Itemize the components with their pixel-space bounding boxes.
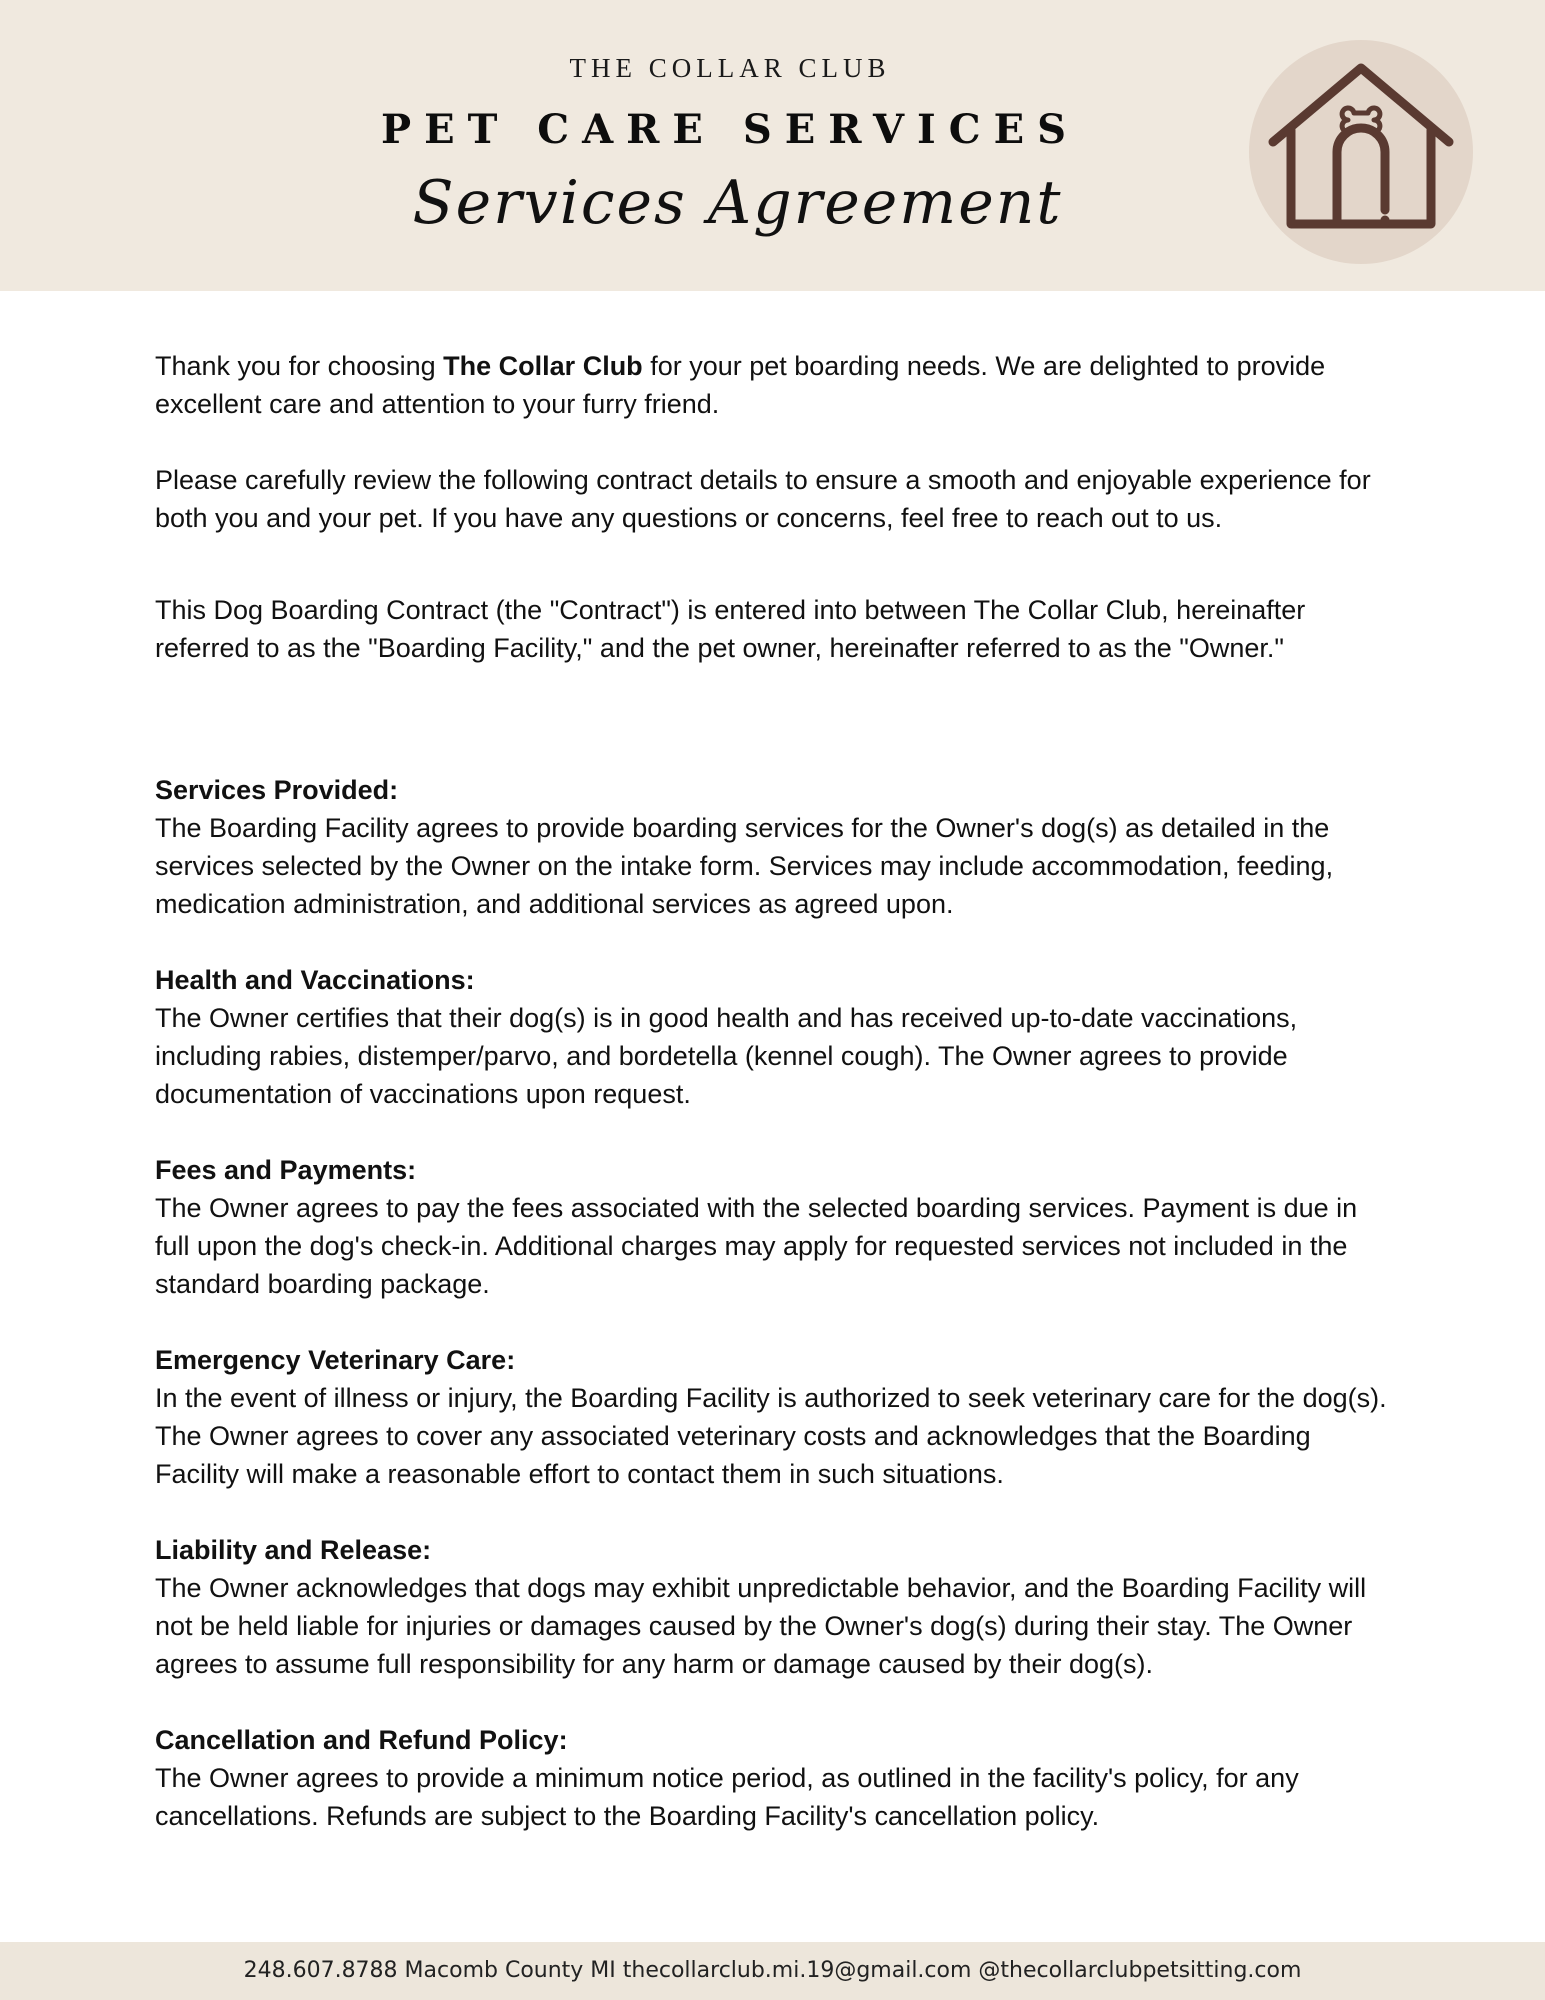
doghouse-bone-icon [1249,40,1473,264]
page-title: PET CARE SERVICES [381,106,1079,153]
section-health [155,961,1395,1113]
intro-paragraph [155,347,1395,423]
section-liability [155,1531,1395,1683]
intro-text: Thank you for choosing [155,351,444,381]
page-header [0,0,1545,291]
agreement-body [155,347,1395,1873]
section-heading: Services Provided: [155,775,399,805]
section-heading: Fees and Payments: [155,1155,417,1185]
intro-text: for your pet boarding needs. We are delighted to provide excellent care and attention to your furry friend. [155,351,1326,419]
section-cancellation [155,1721,1395,1835]
section-body: The Owner acknowledges that dogs may exhibit unpredictable behavior, and the Boarding Facility will not be held liable for injuries or damages caused by the Owner's dog(s) during their stay. The Owner agrees to assume full responsibility for any harm or damage caused by their dog(s). [155,1573,1367,1679]
script-subtitle: Services Agreement [412,168,1063,238]
section-services [155,771,1395,923]
section-heading: Liability and Release: [155,1535,432,1565]
review-paragraph: Please carefully review the following contract details to ensure a smooth and enjoyable experience for both you and your pet. If you have any questions or concerns, feel free to reach out to us. [155,465,1371,533]
contact-info: 248.607.8788 Macomb County MI thecollarclub.mi.19@gmail.com @thecollarclubpetsitting.com [243,1958,1302,1983]
section-body: The Owner agrees to pay the fees associated with the selected boarding services. Payment is due in full upon the dog's check-in. Additional charges may apply for requested services not included in the standard boarding package. [155,1193,1358,1299]
section-heading: Cancellation and Refund Policy: [155,1725,568,1755]
brand-mention: The Collar Club [443,351,643,381]
section-fees [155,1151,1395,1303]
logo [1249,40,1473,264]
page-footer [0,1942,1545,2000]
section-body: The Boarding Facility agrees to provide boarding services for the Owner's dog(s) as detailed in the services selected by the Owner on the intake form. Services may include accommodation, feeding, medication administration, and additional services as agreed upon. [155,813,1334,919]
section-body: In the event of illness or injury, the Boarding Facility is authorized to seek veterinary care for the dog(s). The Owner agrees to cover any associated veterinary costs and acknowledges that the Boarding Facility will make a reasonable effort to contact them in such situations. [155,1383,1387,1489]
brand-name: THE COLLAR CLUB [569,53,891,83]
section-body: The Owner certifies that their dog(s) is in good health and has received up-to-date vaccinations, including rabies, distemper/parvo, and bordetella (kennel cough). The Owner agrees to provide documentation of vaccinations upon request. [155,1003,1298,1109]
section-heading: Health and Vaccinations: [155,965,475,995]
section-body: The Owner agrees to provide a minimum notice period, as outlined in the facility's policy, for any cancellations. Refunds are subject to the Boarding Facility's cancellation policy. [155,1763,1299,1831]
section-heading: Emergency Veterinary Care: [155,1345,516,1375]
contract-paragraph: This Dog Boarding Contract (the "Contract") is entered into between The Collar Club, hereinafter referred to as the "Boarding Facility," and the pet owner, hereinafter referred to as the "Owner." [155,595,1306,663]
section-emergency [155,1341,1395,1493]
